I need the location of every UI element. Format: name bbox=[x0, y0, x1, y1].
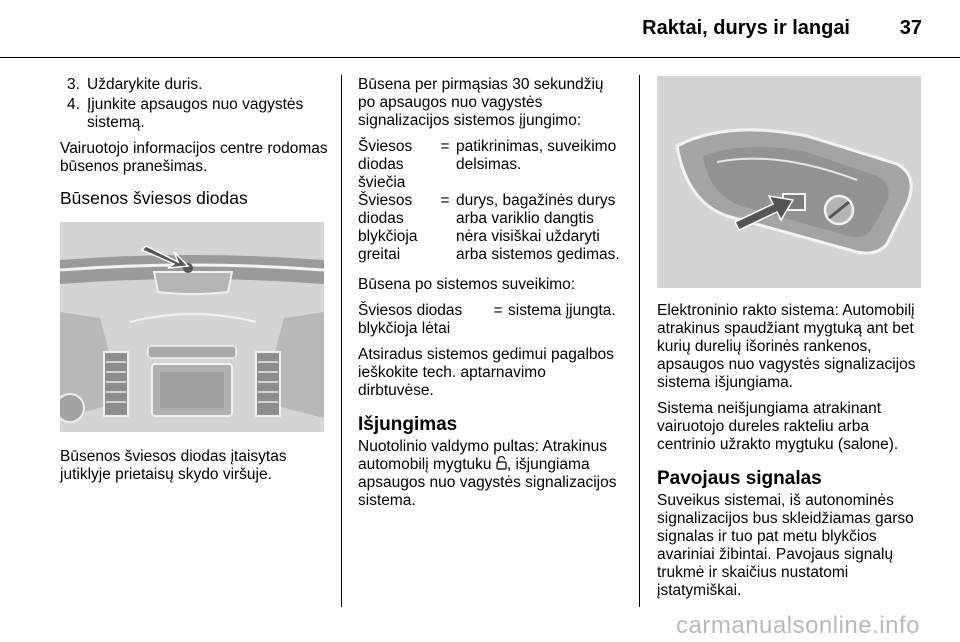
figure-caption: Būsenos šviesos diodas įtaisytas jutiklyje prietaisų skydo viršuje. bbox=[60, 448, 287, 483]
column-divider-left bbox=[341, 75, 342, 607]
list-item bbox=[60, 96, 328, 132]
alarm-text: Suveikus sistemai, iš autonominės signalizacijos bus skleidžiamas garso signalas ir tuo pat metu blykčios avariniai žibintai. Pavojaus signalų trukmė ir skaičius nustatomi įstatymiškai. bbox=[657, 492, 914, 599]
section-title-alarm: Pavojaus signalas bbox=[657, 468, 822, 489]
fault-note: Atsiradus sistemos gedimui pagalbos ieškokite tech. aptarnavimo dirbtuvėse. bbox=[358, 346, 614, 399]
no-deactivation-text: Sistema neišjungiama atrakinant vairuotojo dureles rakteliu arba centrinio užrakto mygtuku (salone). bbox=[657, 400, 899, 453]
step-text: Uždarykite duris. bbox=[87, 76, 203, 93]
list-item bbox=[60, 76, 328, 94]
column-left bbox=[60, 76, 328, 492]
section-title-deactivation: Išjungimas bbox=[358, 414, 458, 435]
step-number: 3. bbox=[67, 76, 80, 93]
step-text: Įjunkite apsaugos nuo vagystės sistemą. bbox=[87, 96, 304, 131]
table-row bbox=[358, 302, 624, 338]
column-middle bbox=[358, 76, 624, 518]
definition-term: Šviesos diodas blykčioja lėtai bbox=[358, 302, 463, 337]
deactivation-text-b: , išjungiama apsaugos nuo vagystės signalizacijos sistema. bbox=[358, 456, 617, 509]
page-number: 37 bbox=[899, 17, 922, 39]
keyless-text: Elektroninio rakto sistema: Automobilį atrakinus spaudžiant mygtuką ant bet kurių durelių išorinės rankenos, apsaugos nuo vagystės signalizacijos sistema išjungiama. bbox=[657, 302, 916, 391]
status-first-30s-text: Būsena per pirmąsias 30 sekundžių po apsaugos nuo vagystės signalizacijos sistemos įjungimo: bbox=[358, 76, 604, 129]
table-row bbox=[358, 138, 624, 192]
column-right bbox=[657, 76, 923, 608]
definition-equals: = bbox=[440, 192, 450, 209]
definition-desc: patikrinimas, suveikimo delsimas. bbox=[456, 138, 617, 173]
status-after-trigger-text: Būsena po sistemos suveikimo: bbox=[358, 276, 576, 293]
step-number: 4. bbox=[67, 96, 80, 113]
definition-equals: = bbox=[493, 302, 503, 319]
chapter-title: Raktai, durys ir langai bbox=[642, 17, 850, 39]
status-after-table bbox=[358, 302, 624, 338]
page-header bbox=[0, 0, 960, 58]
watermark: carmanualsonline.info bbox=[676, 612, 920, 639]
deactivation-text-a: Nuotolinio valdymo pultas: Atrakinus automobilį mygtuku bbox=[358, 438, 607, 473]
definition-equals: = bbox=[440, 138, 450, 155]
status-message-text: Vairuotojo informacijos centre rodomas būsenos pranešimas. bbox=[60, 140, 328, 175]
status-definitions-table bbox=[358, 138, 624, 264]
dashboard-led-illustration bbox=[60, 222, 324, 432]
definition-term: Šviesos diodas šviečia bbox=[358, 138, 413, 191]
definition-desc: sistema įjungta. bbox=[508, 302, 616, 319]
header-divider bbox=[0, 57, 960, 58]
definition-desc: durys, bagažinės durys arba variklio dangtis nėra visiškai uždaryti arba sistemos gedimas. bbox=[456, 192, 620, 263]
definition-term: Šviesos diodas blykčioja greitai bbox=[358, 192, 418, 263]
section-title-status-led: Būsenos šviesos diodas bbox=[60, 188, 248, 208]
column-divider-right bbox=[639, 75, 640, 607]
deactivation-text bbox=[358, 438, 624, 510]
door-handle-illustration bbox=[657, 76, 921, 288]
steps-list bbox=[60, 76, 328, 132]
table-row bbox=[358, 192, 624, 264]
unlock-icon bbox=[496, 457, 507, 473]
